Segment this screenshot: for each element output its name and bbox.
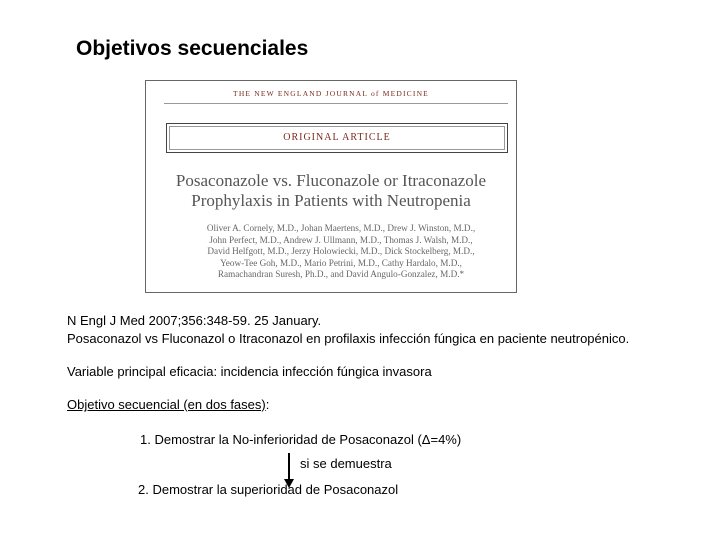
author-line: Ramachandran Suresh, Ph.D., and David Angulo-Gonzalez, M.D.* (217, 269, 465, 279)
condition-text: si se demuestra (300, 456, 392, 471)
article-image (145, 80, 517, 293)
primary-variable-text: Variable principal eficacia: incidencia infección fúngica invasora (67, 364, 432, 379)
article-section-label: ORIGINAL ARTICLE (169, 126, 505, 150)
article-title-line-1: Posaconazole vs. Fluconazole or Itraconazole (175, 171, 487, 190)
author-line: John Perfect, M.D., Andrew J. Ullmann, M.D., Thomas J. Walsh, M.D., (209, 234, 473, 245)
article-title-line-2: Prophylaxis in Patients with Neutropenia (191, 191, 471, 210)
step-2-text: 2. Demostrar la superioridad de Posaconazol (138, 482, 399, 497)
citation-text: N Engl J Med 2007;356:348-59. 25 January. (67, 313, 322, 328)
author-line: Oliver A. Cornely, M.D., Johan Maertens, M.D., Drew J. Winston, M.D., (206, 223, 476, 233)
author-line: David Helfgott, M.D., Jerzy Holowiecki, M.D., Dick Stockelberg, M.D., (207, 246, 475, 256)
objective-heading (67, 397, 269, 413)
summary-text: Posaconazol vs Fluconazol o Itraconazol en profilaxis infección fúngica en paciente neutropénico. (67, 331, 630, 346)
objective-heading-colon: : (265, 397, 270, 412)
step-1-text: 1. Demostrar la No-inferioridad de Posaconazol (Δ=4%) (140, 432, 462, 447)
journal-header: THE NEW ENGLAND JOURNAL of MEDICINE (233, 89, 429, 98)
article-title (146, 171, 516, 211)
objective-heading-label: Objetivo secuencial (en dos fases) (67, 397, 266, 412)
header-divider (164, 103, 508, 104)
author-line: Yeow-Tee Goh, M.D., Mario Petrini, M.D., Cathy Hardalo, M.D., (220, 257, 462, 268)
slide-title: Objetivos secuenciales (76, 37, 309, 60)
article-label-frame (166, 123, 508, 153)
article-authors (170, 223, 512, 281)
